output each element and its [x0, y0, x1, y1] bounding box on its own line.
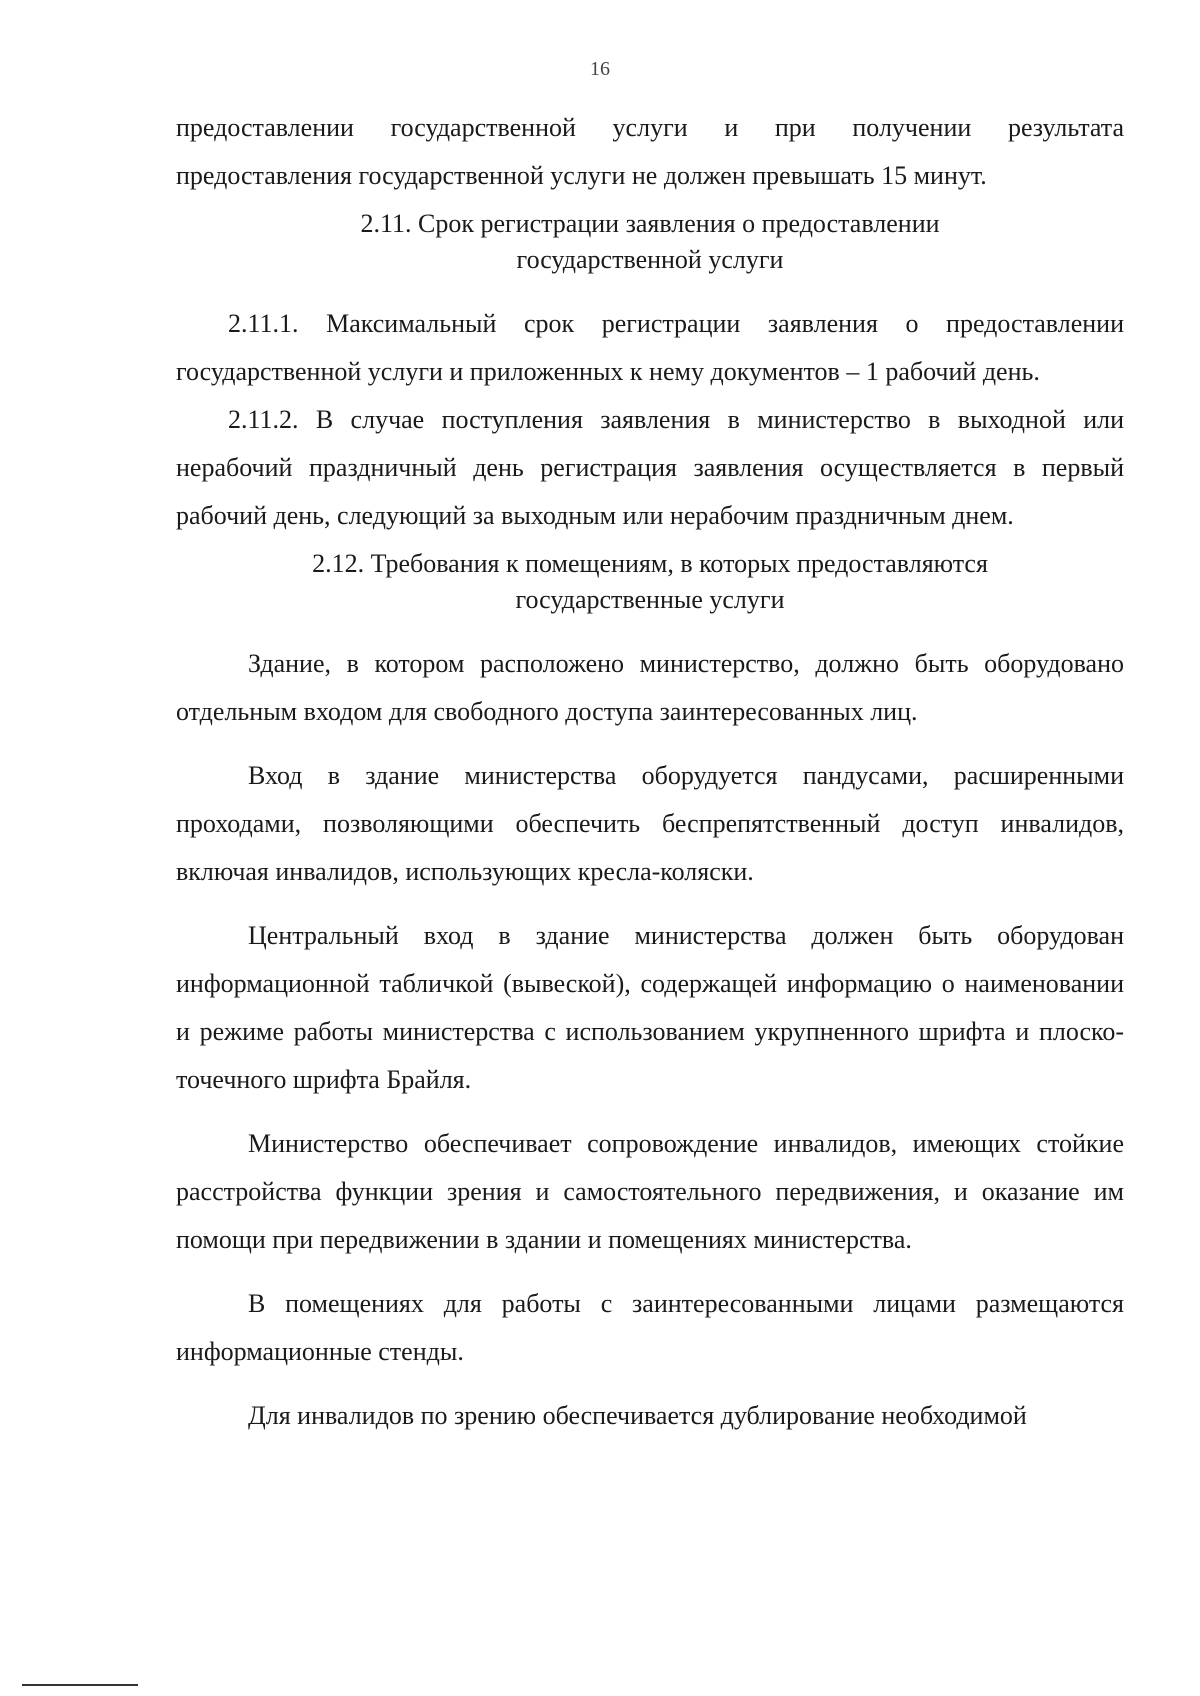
- paragraph-2-11-1: 2.11.1. Максимальный срок регистрации заявления о предоставлении государственной услуги и приложенных к нему документов – 1 рабочий день.: [176, 309, 1124, 386]
- paragraph-vision: Для инвалидов по зрению обеспечивается дублирование необходимой: [248, 1401, 1027, 1430]
- section-heading-2-12-line1: 2.12. Требования к помещениям, в которых предоставляются: [312, 549, 988, 578]
- paragraph-building: Здание, в котором расположено министерство, должно быть оборудовано отдельным входом для свободного доступа заинтересованных лиц.: [176, 649, 1124, 726]
- section-heading-2-12-line2: государственные услуги: [515, 585, 785, 614]
- paragraph-2-11-2: 2.11.2. В случае поступления заявления в министерство в выходной или нерабочий праздничный день регистрация заявления осуществляется в первый рабочий день, следующий за выходным или нерабочим праздничным днем.: [176, 405, 1124, 530]
- document-body: [176, 104, 1124, 1440]
- page-number: 16: [590, 58, 610, 80]
- paragraph-escort: Министерство обеспечивает сопровождение инвалидов, имеющих стойкие расстройства функции зрения и самостоятельного передвижения, и оказание им помощи при передвижении в здании и помещениях министерства.: [176, 1129, 1124, 1254]
- section-heading-2-11-line2: государственной услуги: [516, 245, 784, 274]
- section-heading-2-11-line1: 2.11. Срок регистрации заявления о предоставлении: [360, 209, 940, 238]
- paragraph-entrance: Вход в здание министерства оборудуется пандусами, расширенными проходами, позволяющими обеспечить беспрепятственный доступ инвалидов, включая инвалидов, использующих кресла-коляски.: [176, 761, 1124, 886]
- paragraph-central-entrance: Центральный вход в здание министерства должен быть оборудован информационной табличкой (вывеской), содержащей информацию о наименовании и режиме работы министерства с использованием укрупненного шрифта и плоско-точечного шрифта Брайля.: [176, 921, 1124, 1094]
- footer-rule: [22, 1684, 138, 1686]
- paragraph-continuation: предоставлении государственной услуги и при получении результата предоставления государственной услуги не должен превышать 15 минут.: [176, 113, 1124, 190]
- paragraph-info-stands: В помещениях для работы с заинтересованными лицами размещаются информационные стенды.: [176, 1289, 1124, 1366]
